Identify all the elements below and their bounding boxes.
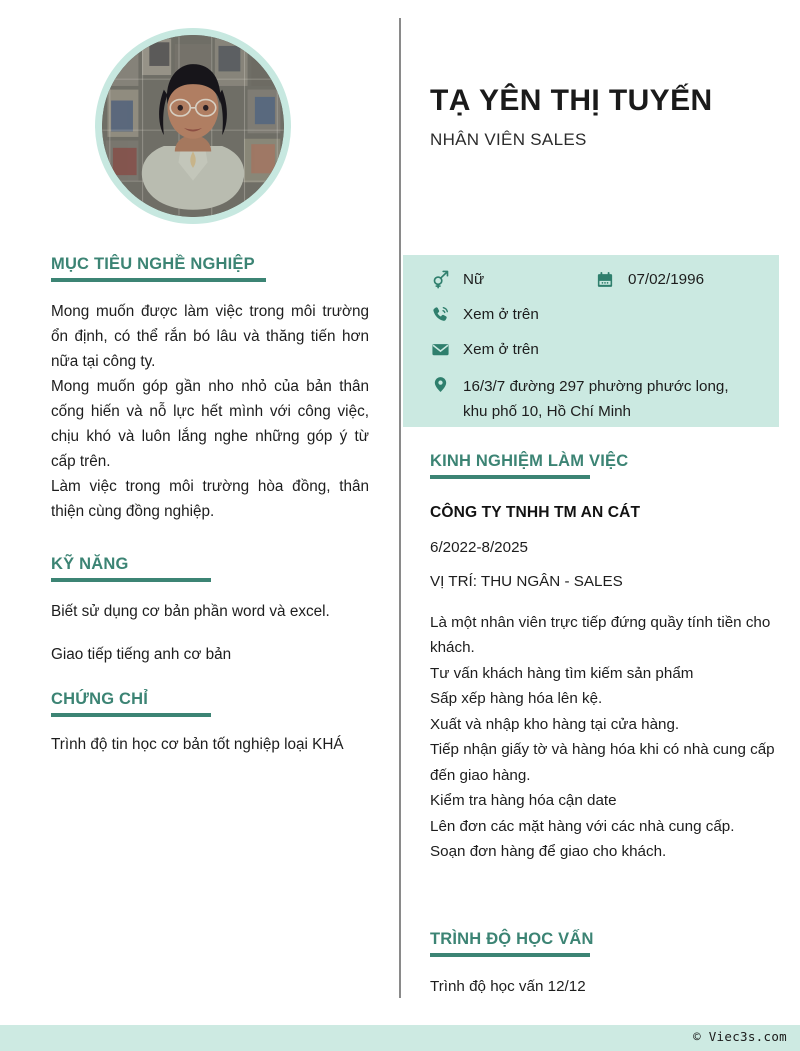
certificate-item: Trình độ tin học cơ bản tốt nghiệp loại KHÁ [51, 735, 344, 753]
contact-dob-value: 07/02/1996 [628, 271, 705, 288]
education-body: Trình độ học vấn 12/12 [430, 977, 586, 995]
duty-item: Tiếp nhận giấy tờ và hàng hóa khi có nhà cung cấp đến giao hàng. [430, 741, 775, 784]
contact-row-address [430, 374, 779, 424]
section-education [430, 930, 780, 999]
duty-item: Sấp xếp hàng hóa lên kệ. [430, 690, 603, 708]
section-objective [51, 255, 369, 524]
section-certificates [51, 690, 369, 757]
experience-duties [430, 610, 780, 865]
objective-heading-rule [51, 278, 266, 282]
experience-position: VỊ TRÍ: THU NGÂN - SALES [430, 572, 623, 590]
contact-gender-value: Nữ [463, 271, 485, 288]
envelope-icon [430, 339, 450, 360]
contact-phone [430, 304, 539, 325]
experience-heading: KINH NGHIỆM LÀM VIỆC [430, 452, 629, 470]
skill-item: Biết sử dụng cơ bản phần word và excel. [51, 602, 330, 620]
certificates-heading-rule [51, 713, 211, 717]
right-column [401, 0, 800, 1000]
duty-item: Soạn đơn hàng để giao cho khách. [430, 843, 667, 861]
contact-dob [595, 269, 704, 290]
left-column [0, 0, 399, 1000]
duty-item: Xuất và nhập kho hàng tại cửa hàng. [430, 715, 680, 733]
page-title: TẠ YÊN THỊ TUYẾN [430, 84, 713, 117]
footer-watermark: © Viec3s.com [693, 1029, 787, 1044]
calendar-icon [595, 269, 615, 290]
contact-row-email [430, 339, 779, 364]
section-experience [430, 452, 780, 865]
experience-company: CÔNG TY TNHH TM AN CÁT [430, 503, 641, 521]
avatar-photo [102, 35, 284, 217]
contact-phone-value: Xem ở trên [463, 306, 539, 323]
header-name-block [401, 0, 800, 150]
objective-paragraph: Mong muốn được làm việc trong môi trường ổn định, có thể rắn bó lâu và thăng tiến hơn nữa tại công ty. [51, 302, 369, 370]
phone-icon [430, 304, 450, 325]
objective-heading: MỤC TIÊU NGHỀ NGHIỆP [51, 255, 255, 273]
job-role-subtitle: NHÂN VIÊN SALES [430, 130, 587, 149]
footer-band [0, 1025, 800, 1051]
skills-body [51, 599, 369, 667]
skills-heading: KỸ NĂNG [51, 554, 129, 573]
objective-paragraph: Làm việc trong môi trường hòa đồng, thân thiện cùng đồng nghiệp. [51, 477, 369, 520]
section-skills [51, 555, 369, 667]
duty-item: Tư vấn khách hàng tìm kiếm sản phẩm [430, 664, 694, 682]
education-heading: TRÌNH ĐỘ HỌC VẤN [430, 930, 594, 948]
contact-gender [430, 269, 555, 290]
objective-body [51, 299, 369, 524]
avatar [95, 28, 291, 224]
experience-heading-rule [430, 475, 590, 479]
duty-item: Là một nhân viên trực tiếp đứng quầy tính tiền cho khách. [430, 613, 771, 657]
gender-icon [430, 269, 450, 290]
contact-row-phone [430, 304, 779, 329]
contact-address-value: 16/3/7 đường 297 phường phước long, khu phố 10, Hồ Chí Minh [463, 378, 729, 420]
contact-email [430, 339, 539, 360]
duty-item: Lên đơn các mặt hàng với các nhà cung cấp. [430, 817, 735, 835]
contact-row-gender-dob [430, 269, 779, 294]
skills-heading-rule [51, 578, 211, 582]
location-pin-icon [430, 374, 450, 395]
education-heading-rule [430, 953, 590, 957]
certificates-heading: CHỨNG CHỈ [51, 689, 149, 708]
objective-paragraph: Mong muốn góp gần nho nhỏ của bản thân cống hiến và nỗ lực hết mình với công việc, chịu khó và luôn lắng nghe những góp ý từ cấp trên. [51, 377, 369, 470]
certificates-body [51, 732, 369, 757]
experience-dates: 6/2022-8/2025 [430, 538, 528, 556]
contact-info-box [403, 255, 779, 427]
contact-email-value: Xem ở trên [463, 341, 539, 358]
duty-item: Kiểm tra hàng hóa cận date [430, 792, 617, 810]
contact-address [430, 374, 753, 424]
skill-item: Giao tiếp tiếng anh cơ bản [51, 645, 232, 663]
